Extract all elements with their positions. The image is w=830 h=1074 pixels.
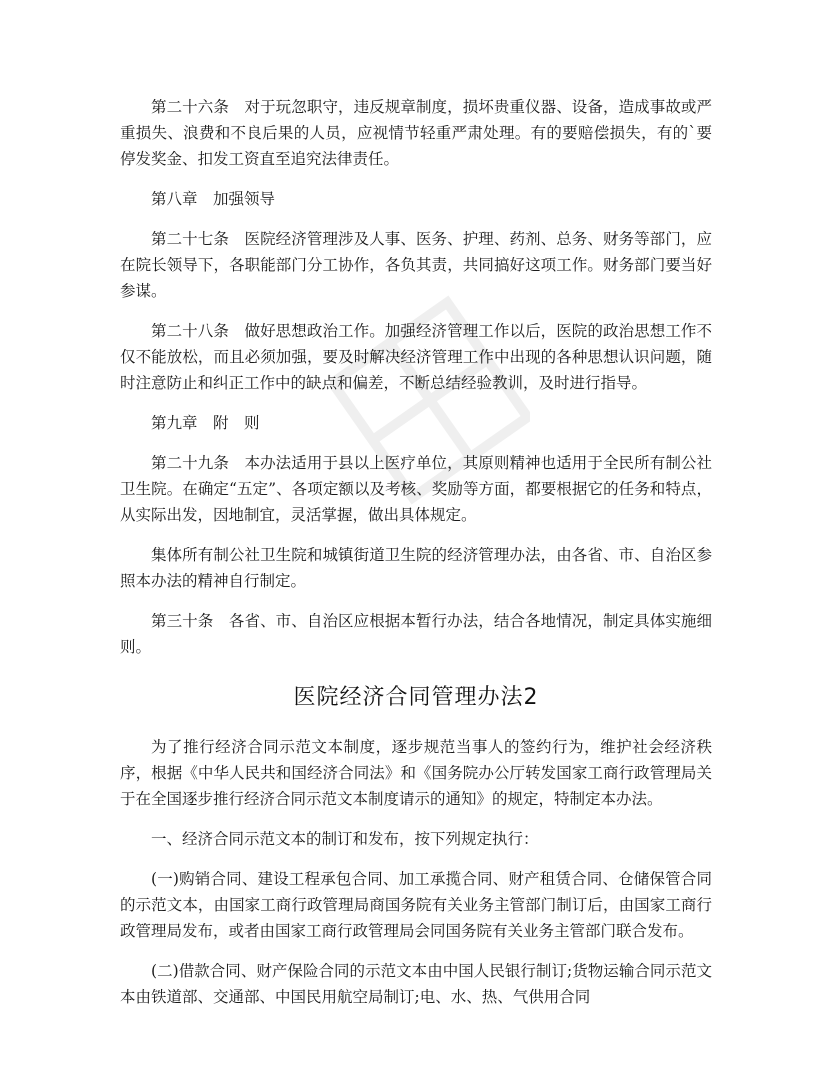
article-27: 第二十七条 医院经济管理涉及人事、医务、护理、药剂、总务、财务等部门，应在院长领导下，各职能部门分工协作，各负其责，共同搞好这项工作。财务部门要当好参谋。 — [120, 230, 712, 300]
section-title: 医院经济合同管理办法2 — [293, 685, 539, 710]
item-1-2: (二)借款合同、财产保险合同的示范文本由中国人民银行制订;货物运输合同示范文本由铁道部、交通部、中国民用航空局制订;电、水、热、气供用合同 — [120, 962, 712, 1006]
article-29: 第二十九条 本办法适用于县以上医疗单位，其原则精神也适用于全民所有制公社卫生院。在确定“五定”、各项定额以及考核、奖励等方面，都要根据它的任务和特点，从实际出发，因地制宜，灵活掌握，做出具体规定。 — [120, 454, 712, 524]
chapter-8-heading: 第八章 加强领导 — [151, 190, 276, 208]
item-1-1: (一)购销合同、建设工程承包合同、加工承揽合同、财产租赁合同、仓储保管合同的示范文本，由国家工商行政管理局商国务院有关业务主管部门制订后，由国家工商行政管理局发布，或者由国家工商行政管理局会同国务院有关业务主管部门联合发布。 — [120, 870, 712, 940]
intro-paragraph: 为了推行经济合同示范文本制度，逐步规范当事人的签约行为，维护社会经济秩序，根据《中华人民共和国经济合同法》和《国务院办公厅转发国家工商行政管理局关于在全国逐步推行经济合同示范文本制度请示的通知》的规定，特制定本办法。 — [120, 738, 712, 808]
document-body — [120, 94, 712, 1024]
article-26: 第二十六条 对于玩忽职守，违反规章制度，损坏贵重仪器、设备，造成事故或严重损失、浪费和不良后果的人员，应视情节轻重严肃处理。有的要赔偿损失，有的`要停发奖金、扣发工资直至追究法律责任。 — [120, 98, 712, 168]
collective-paragraph: 集体所有制公社卫生院和城镇街道卫生院的经济管理办法，由各省、市、自治区参照本办法的精神自行制定。 — [120, 546, 712, 590]
article-28: 第二十八条 做好思想政治工作。加强经济管理工作以后，医院的政治思想工作不仅不能放松，而且必须加强，要及时解决经济管理工作中出现的各种思想认识问题，随时注意防止和纠正工作中的缺点和偏差，不断总结经验教训，及时进行指导。 — [120, 322, 712, 392]
article-30: 第三十条 各省、市、自治区应根据本暂行办法，结合各地情况，制定具体实施细则。 — [120, 612, 712, 656]
chapter-9-heading: 第九章 附 则 — [151, 414, 260, 432]
item-1: 一、经济合同示范文本的制订和发布，按下列规定执行： — [151, 830, 539, 848]
